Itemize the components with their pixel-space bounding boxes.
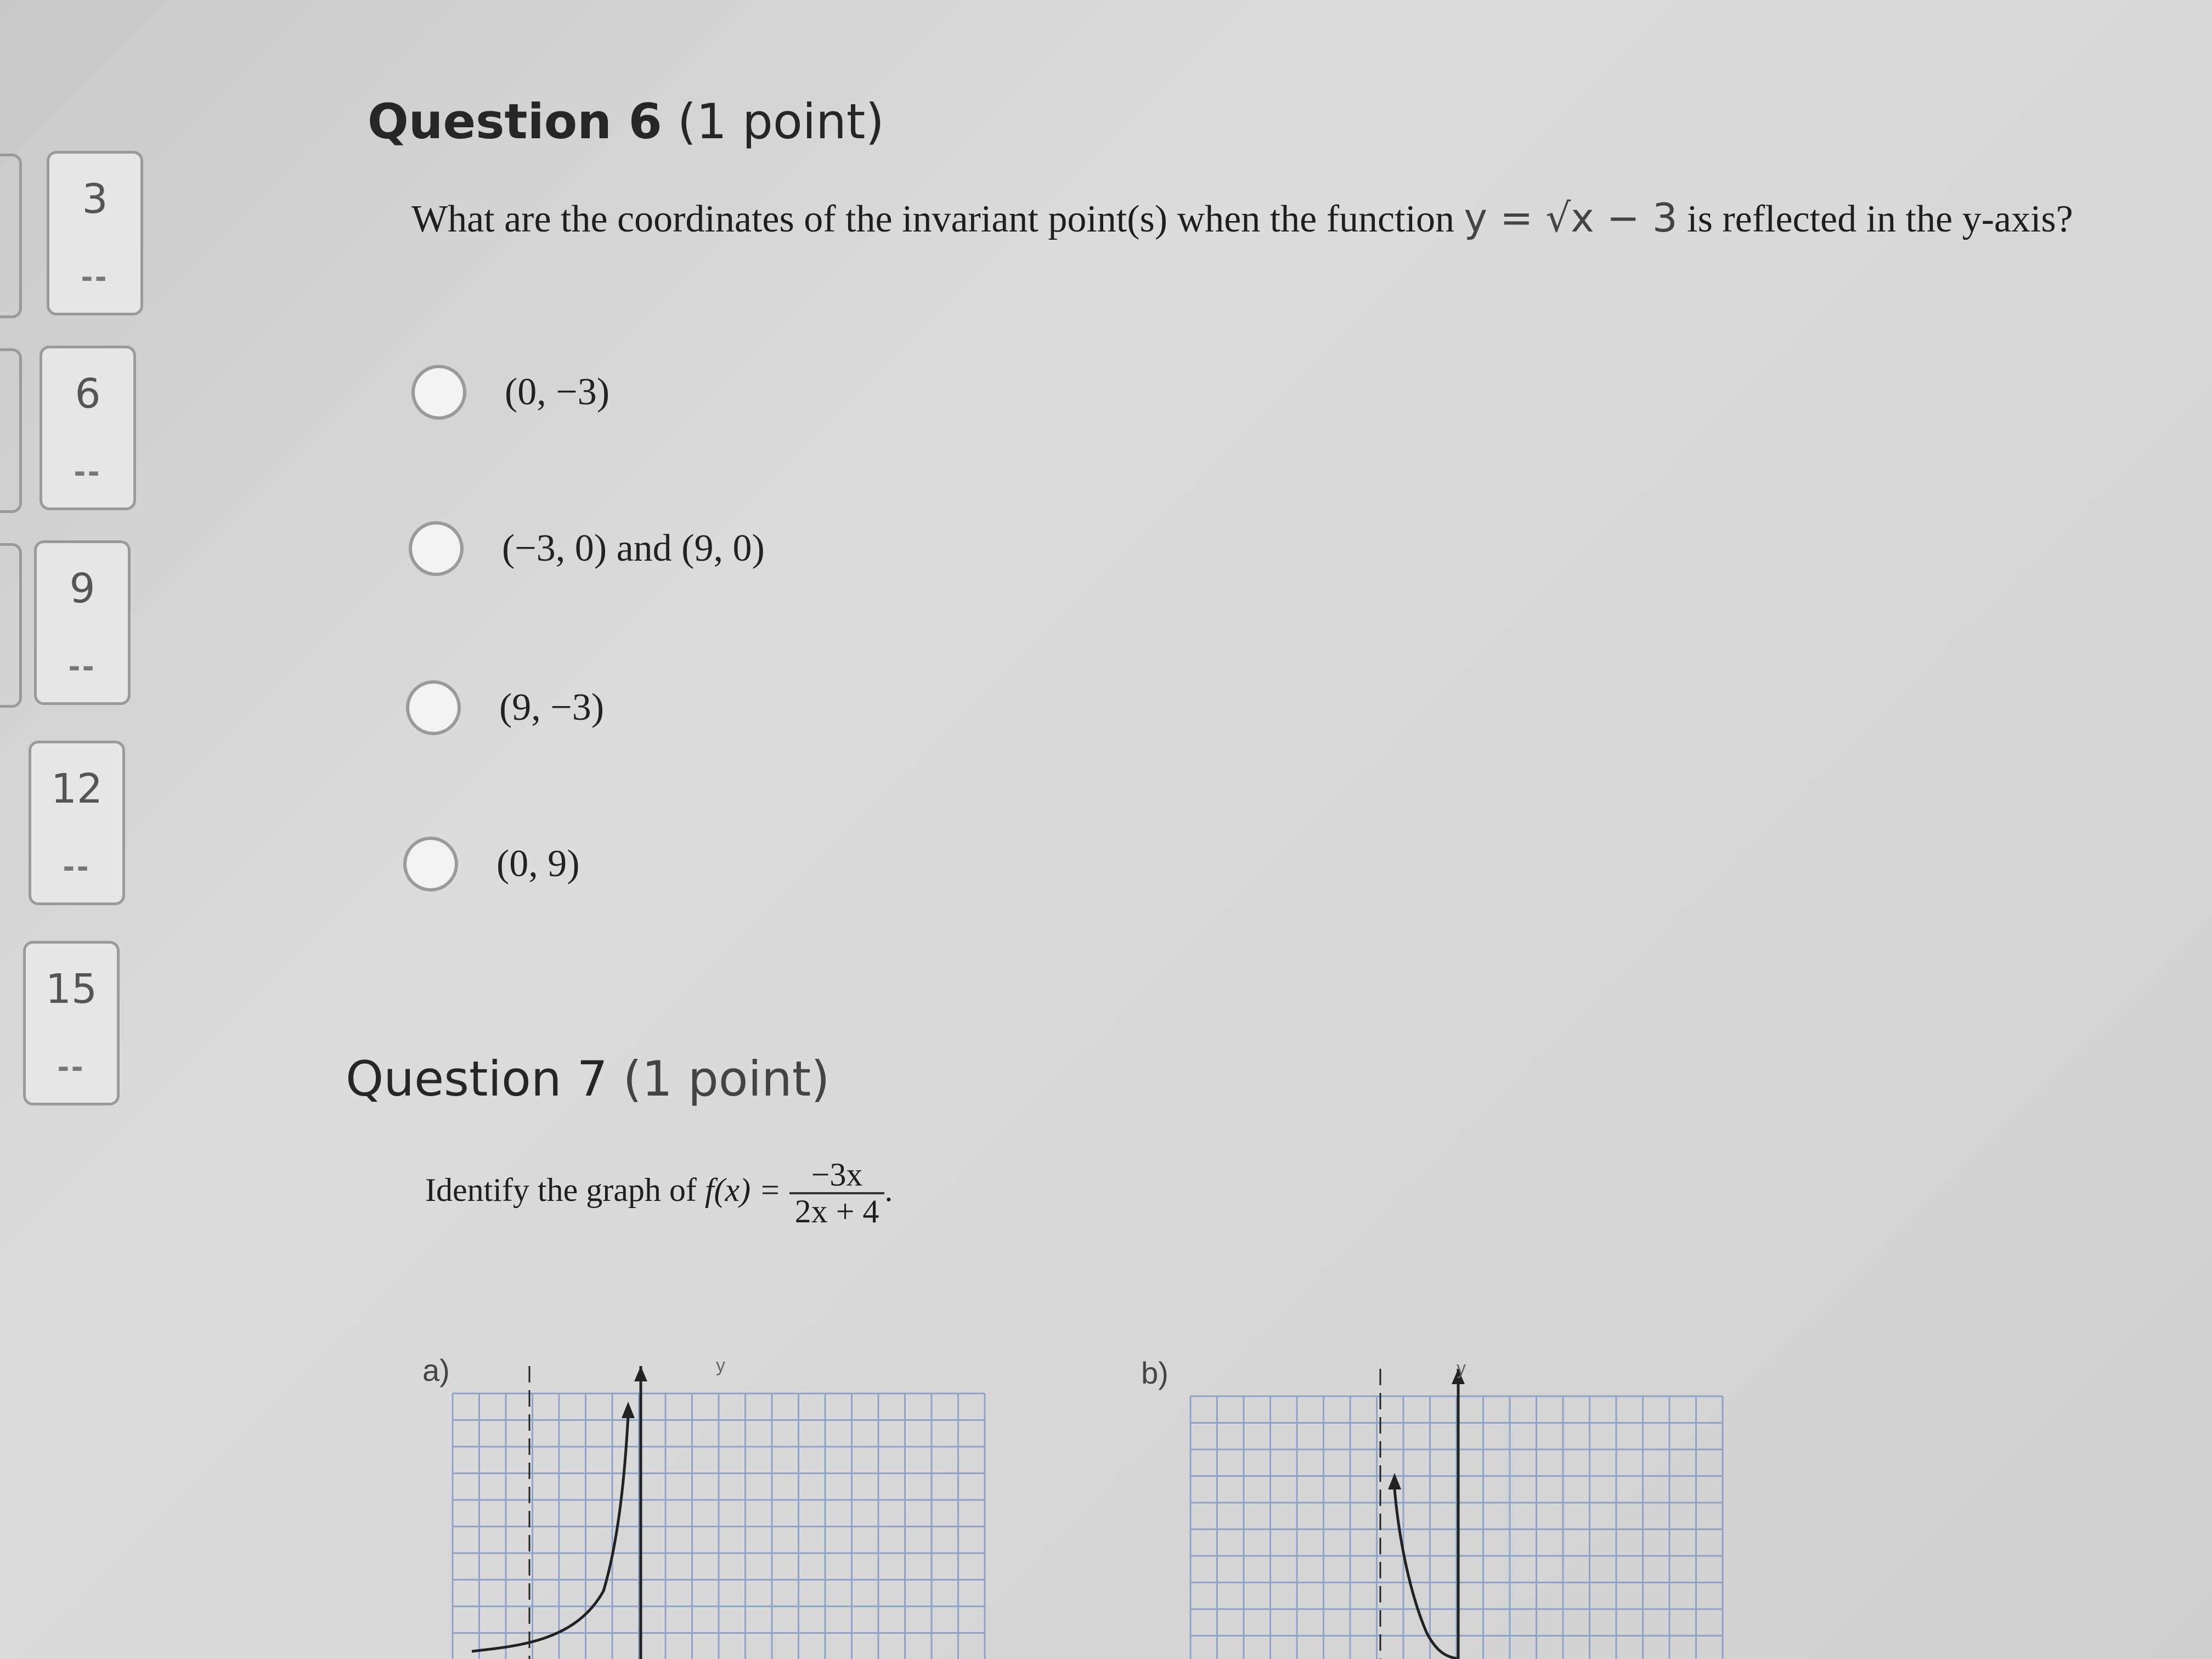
- nav-item-question-6[interactable]: [40, 346, 136, 510]
- nav-item-question-9[interactable]: [34, 540, 131, 705]
- prompt-text: is reflected in the y-axis?: [1677, 198, 2073, 240]
- nav-item-status: --: [74, 451, 102, 490]
- function-fraction: [789, 1158, 885, 1229]
- function-name: f(x) =: [704, 1171, 781, 1208]
- answer-option[interactable]: [411, 359, 610, 425]
- question-title-text: Question 7: [346, 1051, 608, 1107]
- nav-edge: [0, 543, 22, 708]
- nav-item-number: 3: [82, 176, 108, 223]
- nav-edge: [0, 154, 22, 318]
- nav-item-number: 6: [75, 370, 101, 417]
- nav-item-number: 12: [50, 765, 103, 812]
- answer-option-label: (−3, 0) and (9, 0): [502, 527, 765, 569]
- graph-option-label: a): [422, 1353, 450, 1387]
- radio-button[interactable]: [406, 680, 461, 735]
- function-equation: y = √x − 3: [1464, 195, 1678, 241]
- answer-option[interactable]: [403, 831, 580, 897]
- question-7-prompt: [425, 1158, 893, 1229]
- nav-item-question-12[interactable]: [29, 741, 125, 905]
- radio-button[interactable]: [409, 521, 464, 576]
- question-6-title: [368, 93, 884, 150]
- graph-grid: [453, 1393, 985, 1659]
- question-title-text: Question 6: [368, 93, 662, 150]
- nav-item-status: --: [68, 646, 97, 685]
- nav-item-status: --: [63, 846, 91, 885]
- nav-item-question-3[interactable]: [47, 151, 143, 315]
- nav-item-status: --: [57, 1046, 86, 1086]
- radio-button[interactable]: [403, 837, 458, 891]
- graph-option-label: b): [1141, 1356, 1169, 1390]
- nav-item-number: 15: [45, 966, 98, 1013]
- answer-option-label: (0, −3): [505, 371, 610, 413]
- fraction-denominator: 2x + 4: [794, 1193, 879, 1229]
- question-6-prompt: [411, 195, 2073, 241]
- y-axis-label: y: [716, 1355, 725, 1376]
- nav-item-status: --: [81, 256, 109, 296]
- graph-option-a[interactable]: [439, 1355, 1004, 1659]
- prompt-text: What are the coordinates of the invariant point(s) when the function: [411, 198, 1464, 240]
- nav-edge: [0, 348, 22, 513]
- nav-item-number: 9: [69, 565, 95, 612]
- curve-arrow: [622, 1402, 635, 1418]
- graph-grid: [1190, 1396, 1723, 1659]
- answer-option[interactable]: [406, 675, 604, 741]
- function-curve: [472, 1415, 628, 1651]
- fraction-numerator: −3x: [789, 1158, 885, 1194]
- answer-option-label: (9, −3): [499, 686, 605, 729]
- question-points: (1 point): [623, 1051, 830, 1107]
- y-axis-arrow: [634, 1366, 647, 1381]
- radio-button[interactable]: [411, 365, 466, 420]
- answer-option-label: (0, 9): [496, 843, 580, 885]
- nav-item-question-15[interactable]: [23, 941, 120, 1105]
- graph-option-b[interactable]: [1180, 1358, 1728, 1659]
- answer-option[interactable]: [409, 516, 765, 582]
- prompt-end: .: [884, 1171, 893, 1208]
- prompt-text: Identify the graph of: [425, 1171, 705, 1208]
- question-points: (1 point): [677, 93, 884, 150]
- question-7-title: [346, 1051, 830, 1107]
- y-axis-label: y: [1457, 1358, 1466, 1379]
